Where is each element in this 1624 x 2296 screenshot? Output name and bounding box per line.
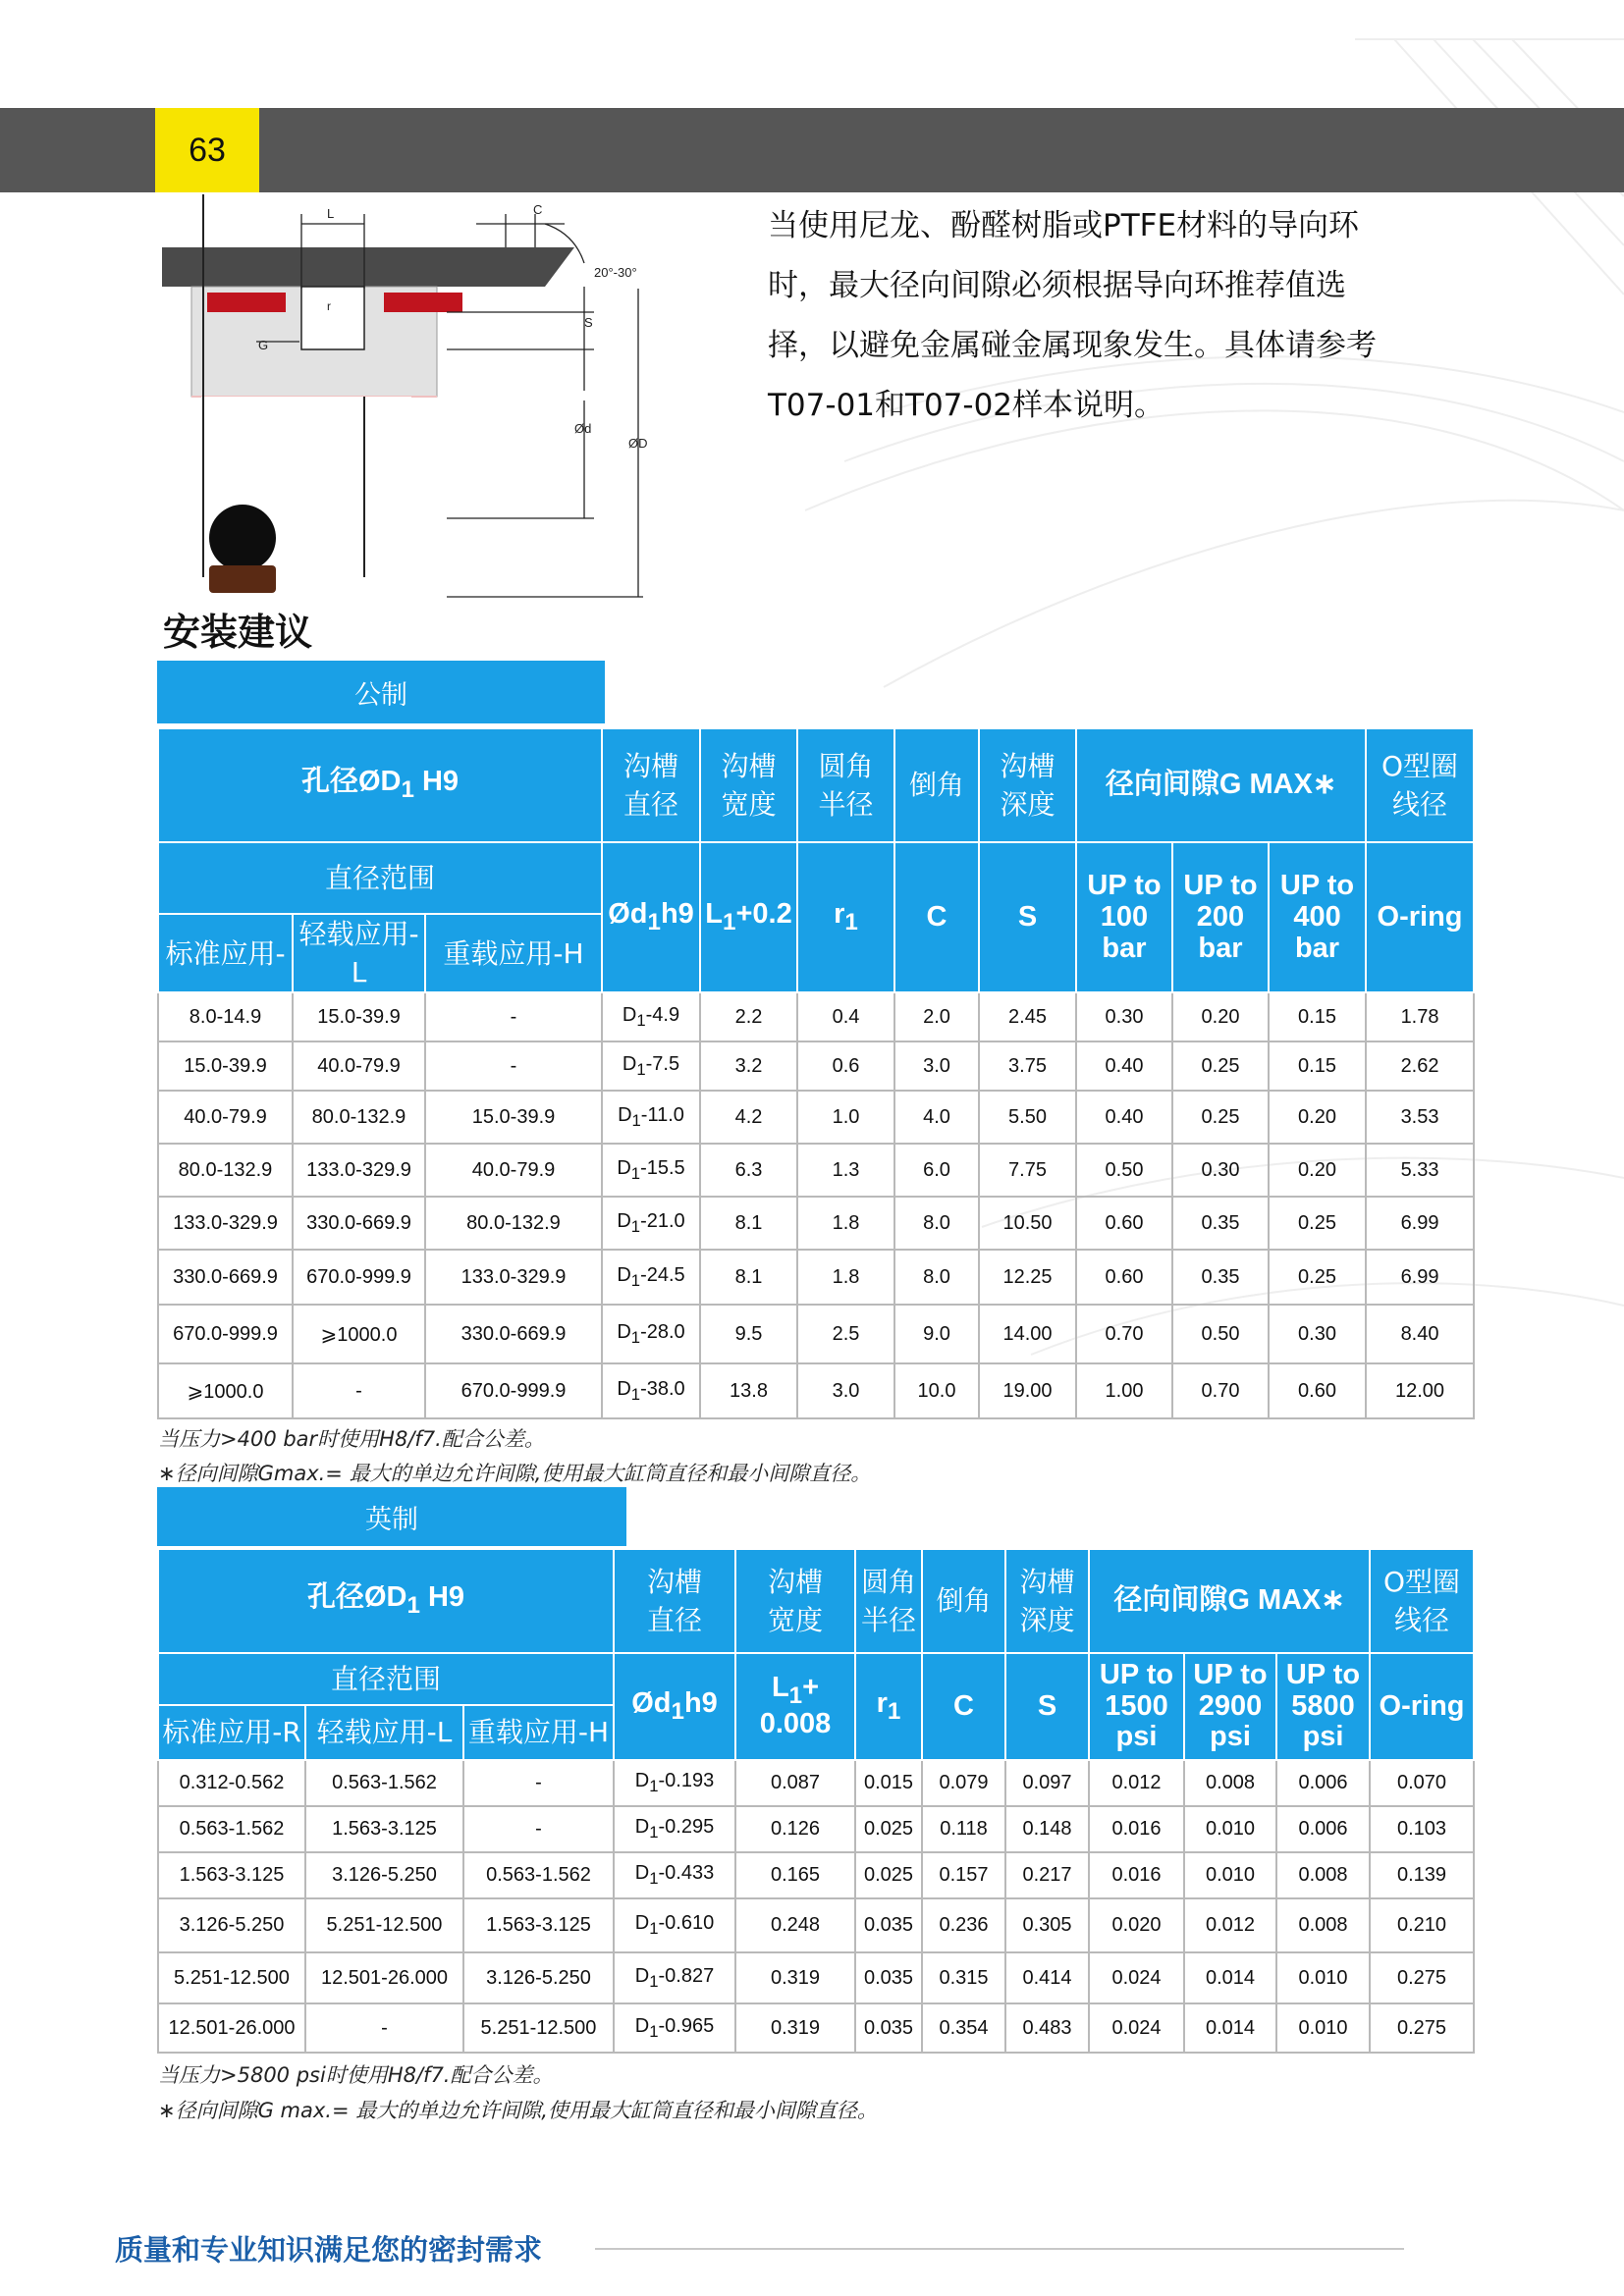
hdr-groove-width: 沟槽 宽度 <box>700 728 797 842</box>
table-cell: 0.025 <box>855 1852 922 1898</box>
table-row <box>158 1305 1474 1363</box>
table-cell: 670.0-999.9 <box>425 1363 602 1418</box>
footer-slogan: 质量和专业知识满足您的密封需求 <box>115 2233 543 2267</box>
table-cell: 0.15 <box>1269 992 1366 1041</box>
piston-rod <box>162 247 506 287</box>
table-cell: 6.3 <box>700 1144 797 1197</box>
table-row <box>158 2003 1474 2053</box>
table-cell: 0.024 <box>1089 2003 1184 2053</box>
hdr-oring-en: O-ring <box>1366 842 1474 992</box>
table-row <box>158 1852 1474 1898</box>
table-cell: 0.008 <box>1276 1898 1370 1952</box>
table-cell: 1.563-3.125 <box>305 1806 463 1852</box>
table-cell: 2.5 <box>797 1305 894 1363</box>
metric-note-2: ∗径向间隙Gmax.= 最大的单边允许间隙,使用最大缸筒直径和最小间隙直径。 <box>158 1462 872 1485</box>
table-cell: $D_1-7.5$ <box>602 1041 700 1091</box>
rod-chamfer <box>506 247 574 287</box>
hdr-l1: $L_1+0.2$ <box>700 842 797 992</box>
table-cell: 6.99 <box>1366 1250 1474 1305</box>
table-cell: 0.35 <box>1172 1197 1269 1250</box>
table-cell: 4.2 <box>700 1091 797 1144</box>
table-cell: 10.0 <box>894 1363 979 1418</box>
table-cell: 2.2 <box>700 992 797 1041</box>
hdr-bore: 孔径$ØD_1$ H9 <box>158 728 602 842</box>
table-cell: 5.251-12.500 <box>463 2003 614 2053</box>
table-cell: 80.0-132.9 <box>293 1091 425 1144</box>
table-cell: 12.00 <box>1366 1363 1474 1418</box>
table-cell: 0.60 <box>1076 1197 1172 1250</box>
table-cell: 0.024 <box>1089 1952 1184 2003</box>
table-cell: 8.0 <box>894 1197 979 1250</box>
hdr-chamfer: 倒角 <box>922 1549 1005 1653</box>
hdr-oring-en: O-ring <box>1370 1653 1474 1760</box>
table-cell: 0.50 <box>1076 1144 1172 1197</box>
table-cell: 8.1 <box>700 1197 797 1250</box>
table-cell: 0.014 <box>1184 2003 1276 2053</box>
table-cell: 0.20 <box>1269 1091 1366 1144</box>
table-cell: 1.563-3.125 <box>463 1898 614 1952</box>
table-cell: 0.40 <box>1076 1091 1172 1144</box>
table-cell: 0.010 <box>1276 1952 1370 2003</box>
table-cell: 0.020 <box>1089 1898 1184 1952</box>
table-cell: 0.20 <box>1269 1144 1366 1197</box>
table-cell: 3.2 <box>700 1041 797 1091</box>
hdr-d1: $Ød_1h9$ <box>614 1653 735 1760</box>
table-cell: 0.006 <box>1276 1806 1370 1852</box>
table-cell: - <box>425 1041 602 1091</box>
table-cell: 0.014 <box>1184 1952 1276 2003</box>
table-cell: 8.1 <box>700 1250 797 1305</box>
table-cell: 0.4 <box>797 992 894 1041</box>
table-cell: - <box>463 1806 614 1852</box>
hdr-range: 直径范围 <box>158 842 602 914</box>
table-cell: 2.62 <box>1366 1041 1474 1091</box>
table-cell: 0.6 <box>797 1041 894 1091</box>
hdr-c: C <box>922 1653 1005 1760</box>
table-cell: 13.8 <box>700 1363 797 1418</box>
o-ring <box>209 505 276 571</box>
table-cell: 9.0 <box>894 1305 979 1363</box>
table-cell: 330.0-669.9 <box>158 1250 293 1305</box>
table-cell: 2.0 <box>894 992 979 1041</box>
table-cell: 6.99 <box>1366 1197 1474 1250</box>
table-cell: 0.210 <box>1370 1898 1474 1952</box>
table-cell: 1.8 <box>797 1250 894 1305</box>
table-cell: 0.248 <box>735 1898 855 1952</box>
table-cell: 5.33 <box>1366 1144 1474 1197</box>
table-cell: 330.0-669.9 <box>293 1197 425 1250</box>
table-cell: 5.251-12.500 <box>158 1952 305 2003</box>
hdr-light: 轻载应用-L <box>305 1705 463 1760</box>
table-cell: 0.118 <box>922 1806 1005 1852</box>
hdr-groove-dia: 沟槽 直径 <box>614 1549 735 1653</box>
table-cell: ⩾1000.0 <box>158 1363 293 1418</box>
table-cell: 8.40 <box>1366 1305 1474 1363</box>
table-cell: 0.319 <box>735 2003 855 2053</box>
hdr-light: 轻载应用-L <box>293 914 425 992</box>
table-cell: 6.0 <box>894 1144 979 1197</box>
section-title: 安装建议 <box>163 611 313 654</box>
table-cell: 670.0-999.9 <box>293 1250 425 1305</box>
table-cell: $D_1-21.0$ <box>602 1197 700 1250</box>
table-cell: $D_1-24.5$ <box>602 1250 700 1305</box>
table-cell: 0.010 <box>1184 1806 1276 1852</box>
hdr-radius: 圆角 半径 <box>797 728 894 842</box>
table-cell: 1.78 <box>1366 992 1474 1041</box>
table-cell: 0.563-1.562 <box>158 1806 305 1852</box>
label-D1: ØD <box>628 436 648 451</box>
table-cell: 80.0-132.9 <box>158 1144 293 1197</box>
table-cell: 0.70 <box>1172 1363 1269 1418</box>
groove-cut <box>301 287 364 349</box>
table-row <box>158 1760 1474 1806</box>
table-cell: 0.275 <box>1370 2003 1474 2053</box>
table-cell: $D_1-0.610$ <box>614 1898 735 1952</box>
table-cell: 10.50 <box>979 1197 1076 1250</box>
table-cell: 670.0-999.9 <box>158 1305 293 1363</box>
table-cell: 1.00 <box>1076 1363 1172 1418</box>
table-cell: 0.305 <box>1005 1898 1089 1952</box>
table-cell: 0.483 <box>1005 2003 1089 2053</box>
table-cell: 0.103 <box>1370 1806 1474 1852</box>
table-cell: 0.35 <box>1172 1250 1269 1305</box>
table-cell: 0.148 <box>1005 1806 1089 1852</box>
hdr-s: S <box>979 842 1076 992</box>
imperial-body <box>158 1760 1474 2053</box>
hdr-l1: $L_1+$ 0.008 <box>735 1653 855 1760</box>
table-cell: 40.0-79.9 <box>293 1041 425 1091</box>
table-cell: 1.0 <box>797 1091 894 1144</box>
table-cell: $D_1-4.9$ <box>602 992 700 1041</box>
hdr-oring: O型圈 线径 <box>1370 1549 1474 1653</box>
page-number: 63 <box>155 108 259 192</box>
table-cell: 0.015 <box>855 1760 922 1806</box>
table-cell: 0.15 <box>1269 1041 1366 1091</box>
table-cell: 0.414 <box>1005 1952 1089 2003</box>
table-cell: 0.30 <box>1269 1305 1366 1363</box>
hdr-gap: 径向间隙G MAX∗ <box>1076 728 1366 842</box>
table-cell: 12.501-26.000 <box>305 1952 463 2003</box>
table-cell: 0.010 <box>1276 2003 1370 2053</box>
table-cell: 133.0-329.9 <box>425 1250 602 1305</box>
table-cell: 0.60 <box>1269 1363 1366 1418</box>
hdr-c: C <box>894 842 979 992</box>
table-cell: 8.0-14.9 <box>158 992 293 1041</box>
table-cell: 12.501-26.000 <box>158 2003 305 2053</box>
metric-tab: 公制 <box>157 661 605 723</box>
table-cell: 0.025 <box>855 1806 922 1852</box>
label-s: S <box>584 315 593 330</box>
table-cell: 40.0-79.9 <box>425 1144 602 1197</box>
hdr-p3: UP to 400 bar <box>1269 842 1366 992</box>
table-cell: 3.0 <box>797 1363 894 1418</box>
table-cell: 0.157 <box>922 1852 1005 1898</box>
table-cell: 0.012 <box>1089 1760 1184 1806</box>
table-cell: 12.25 <box>979 1250 1076 1305</box>
o-ring-base <box>209 565 276 593</box>
footer-divider <box>595 2248 1404 2250</box>
table-cell: 0.016 <box>1089 1806 1184 1852</box>
table-cell: 0.016 <box>1089 1852 1184 1898</box>
hdr-p2: UP to 200 bar <box>1172 842 1269 992</box>
table-cell: 0.035 <box>855 1952 922 2003</box>
hdr-groove-dia: 沟槽 直径 <box>602 728 700 842</box>
table-cell: 5.251-12.500 <box>305 1898 463 1952</box>
label-r1: r <box>327 299 331 313</box>
table-cell: 3.126-5.250 <box>158 1898 305 1952</box>
table-cell: - <box>305 2003 463 2053</box>
label-d1: Ød <box>574 421 592 436</box>
table-cell: $D_1-0.193$ <box>614 1760 735 1806</box>
table-cell: 0.008 <box>1184 1760 1276 1806</box>
table-cell: 0.236 <box>922 1898 1005 1952</box>
table-cell: 0.30 <box>1076 992 1172 1041</box>
table-cell: 3.75 <box>979 1041 1076 1091</box>
table-cell: 0.126 <box>735 1806 855 1852</box>
table-cell: 0.354 <box>922 2003 1005 2053</box>
table-cell: 7.75 <box>979 1144 1076 1197</box>
table-cell: 0.079 <box>922 1760 1005 1806</box>
table-row <box>158 1363 1474 1418</box>
hdr-r1: $r_1$ <box>797 842 894 992</box>
table-cell: ⩾1000.0 <box>293 1305 425 1363</box>
table-cell: 0.25 <box>1172 1041 1269 1091</box>
hdr-heavy: 重载应用-H <box>463 1705 614 1760</box>
hdr-std: 标准应用-R <box>158 1705 305 1760</box>
table-cell: 0.25 <box>1269 1197 1366 1250</box>
table-cell: 0.25 <box>1172 1091 1269 1144</box>
hdr-p1: UP to 100 bar <box>1076 842 1172 992</box>
table-cell: 0.008 <box>1276 1852 1370 1898</box>
table-cell: 0.012 <box>1184 1898 1276 1952</box>
table-cell: 0.563-1.562 <box>463 1852 614 1898</box>
hdr-range: 直径范围 <box>158 1653 614 1705</box>
hdr-p1: UP to 1500 psi <box>1089 1653 1184 1760</box>
table-cell: 0.006 <box>1276 1760 1370 1806</box>
table-cell: 0.20 <box>1172 992 1269 1041</box>
table-cell: $D_1-28.0$ <box>602 1305 700 1363</box>
table-cell: 3.126-5.250 <box>305 1852 463 1898</box>
table-cell: $D_1-15.5$ <box>602 1144 700 1197</box>
table-cell: $D_1-0.965$ <box>614 2003 735 2053</box>
table-cell: 0.30 <box>1172 1144 1269 1197</box>
hdr-p2: UP to 2900 psi <box>1184 1653 1276 1760</box>
table-cell: $D_1-0.433$ <box>614 1852 735 1898</box>
label-angle: 20°-30° <box>594 265 637 280</box>
hdr-chamfer: 倒角 <box>894 728 979 842</box>
table-cell: - <box>293 1363 425 1418</box>
table-row <box>158 1250 1474 1305</box>
table-cell: 4.0 <box>894 1091 979 1144</box>
table-row <box>158 1144 1474 1197</box>
table-cell: 5.50 <box>979 1091 1076 1144</box>
table-cell: - <box>425 992 602 1041</box>
hdr-oring: O型圈 线径 <box>1366 728 1474 842</box>
table-cell: 8.0 <box>894 1250 979 1305</box>
hdr-std: 标准应用- <box>158 914 293 992</box>
table-cell: 0.25 <box>1269 1250 1366 1305</box>
table-cell: 15.0-39.9 <box>293 992 425 1041</box>
table-cell: 0.217 <box>1005 1852 1089 1898</box>
imperial-note-1: 当压力>5800 psi时使用H8/f7.配合公差。 <box>158 2063 554 2087</box>
hdr-s: S <box>1005 1653 1089 1760</box>
table-cell: 0.50 <box>1172 1305 1269 1363</box>
table-cell: 0.275 <box>1370 1952 1474 2003</box>
table-cell: $D_1-38.0$ <box>602 1363 700 1418</box>
table-cell: 3.0 <box>894 1041 979 1091</box>
imperial-tab: 英制 <box>157 1487 626 1546</box>
table-cell: 0.087 <box>735 1760 855 1806</box>
hdr-radius: 圆角 半径 <box>855 1549 922 1653</box>
table-cell: 15.0-39.9 <box>425 1091 602 1144</box>
table-cell: 9.5 <box>700 1305 797 1363</box>
table-cell: $D_1-11.0$ <box>602 1091 700 1144</box>
table-row <box>158 1197 1474 1250</box>
hdr-bore: 孔径$ØD_1$ H9 <box>158 1549 614 1653</box>
table-cell: 0.035 <box>855 2003 922 2053</box>
table-cell: $D_1-0.295$ <box>614 1806 735 1852</box>
table-cell: 2.45 <box>979 992 1076 1041</box>
table-cell: 15.0-39.9 <box>158 1041 293 1091</box>
table-row <box>158 1806 1474 1852</box>
table-cell: 133.0-329.9 <box>158 1197 293 1250</box>
hdr-groove-depth: 沟槽 深度 <box>1005 1549 1089 1653</box>
metric-table <box>157 727 1475 1419</box>
table-cell: 0.70 <box>1076 1305 1172 1363</box>
hdr-d1: $Ød_1h9$ <box>602 842 700 992</box>
table-cell: 1.3 <box>797 1144 894 1197</box>
groove-diagram <box>152 194 663 607</box>
table-cell: 0.319 <box>735 1952 855 2003</box>
hdr-heavy: 重载应用-H <box>425 914 602 992</box>
table-cell: 3.126-5.250 <box>463 1952 614 2003</box>
intro-paragraph: 当使用尼龙、酚醛树脂或PTFE材料的导向环 时，最大径向间隙必须根据导向环推荐值选 择，以避免金属碰金属现象发生。具体请参考 T07-01和T07-02样本说明。 <box>768 208 1377 423</box>
table-cell: 19.00 <box>979 1363 1076 1418</box>
hdr-gap: 径向间隙G MAX∗ <box>1089 1549 1370 1653</box>
hdr-p3: UP to 5800 psi <box>1276 1653 1370 1760</box>
table-cell: 0.165 <box>735 1852 855 1898</box>
table-cell: 0.010 <box>1184 1852 1276 1898</box>
metric-note-1: 当压力>400 bar时使用H8/f7.配合公差。 <box>158 1427 545 1451</box>
guide-ring-left <box>207 293 286 312</box>
table-cell: 0.139 <box>1370 1852 1474 1898</box>
table-row <box>158 1091 1474 1144</box>
hdr-groove-width: 沟槽 宽度 <box>735 1549 855 1653</box>
table-cell: 0.097 <box>1005 1760 1089 1806</box>
table-cell: 0.312-0.562 <box>158 1760 305 1806</box>
metric-body <box>158 992 1474 1418</box>
table-cell: 330.0-669.9 <box>425 1305 602 1363</box>
table-row <box>158 992 1474 1041</box>
table-cell: 0.315 <box>922 1952 1005 2003</box>
table-cell: 0.60 <box>1076 1250 1172 1305</box>
table-cell: 3.53 <box>1366 1091 1474 1144</box>
table-cell: 40.0-79.9 <box>158 1091 293 1144</box>
table-cell: 1.8 <box>797 1197 894 1250</box>
table-cell: 133.0-329.9 <box>293 1144 425 1197</box>
guide-ring-right <box>384 293 462 312</box>
label-l1: L <box>327 206 335 221</box>
table-cell: - <box>463 1760 614 1806</box>
table-cell: $D_1-0.827$ <box>614 1952 735 2003</box>
table-row <box>158 1041 1474 1091</box>
hdr-r1: $r_1$ <box>855 1653 922 1760</box>
table-cell: 80.0-132.9 <box>425 1197 602 1250</box>
table-cell: 0.035 <box>855 1898 922 1952</box>
table-cell: 0.563-1.562 <box>305 1760 463 1806</box>
hdr-groove-depth: 沟槽 深度 <box>979 728 1076 842</box>
label-c: C <box>533 202 543 217</box>
table-row <box>158 1952 1474 2003</box>
table-cell: 1.563-3.125 <box>158 1852 305 1898</box>
table-cell: 14.00 <box>979 1305 1076 1363</box>
imperial-note-2: ∗径向间隙G max.= 最大的单边允许间隙,使用最大缸筒直径和最小间隙直径。 <box>158 2099 878 2122</box>
table-cell: 0.40 <box>1076 1041 1172 1091</box>
table-cell: 0.070 <box>1370 1760 1474 1806</box>
table-row <box>158 1898 1474 1952</box>
label-g: G <box>258 338 269 352</box>
imperial-table <box>157 1548 1475 2054</box>
